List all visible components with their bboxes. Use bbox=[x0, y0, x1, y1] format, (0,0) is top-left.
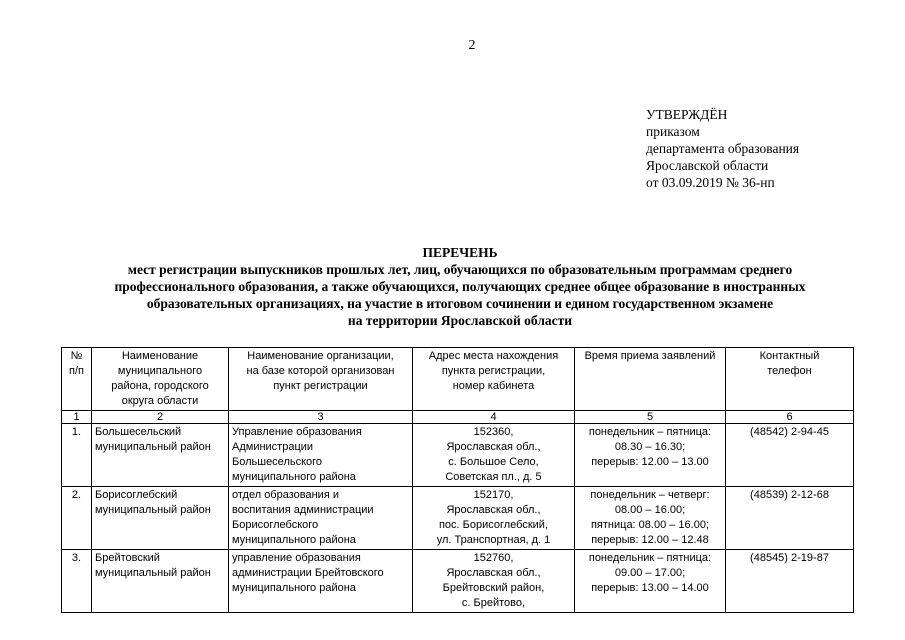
header-line: округа области bbox=[121, 395, 199, 407]
list-title: ПЕРЕЧЕНЬ bbox=[422, 245, 498, 260]
cell-line: Борисоглебский bbox=[95, 489, 178, 501]
cell-line: Борисоглебского bbox=[232, 519, 319, 531]
column-number: 1 bbox=[62, 411, 92, 424]
row-number: 3. bbox=[62, 550, 92, 613]
header-organization bbox=[229, 348, 413, 411]
cell-line: понедельник – пятница: bbox=[588, 426, 712, 438]
cell-line: Ярославская обл., bbox=[446, 567, 541, 579]
cell-line: с. Брейтово, bbox=[461, 597, 526, 609]
cell-line: муниципального района bbox=[232, 471, 356, 483]
cell-line: 08.30 – 16.30; bbox=[614, 441, 686, 453]
header-line: Наименование bbox=[121, 350, 199, 362]
header-line: телефон bbox=[767, 365, 812, 377]
header-num bbox=[62, 348, 92, 411]
table-row bbox=[62, 424, 854, 487]
list-subtitle-line: образовательных организациях, на участие в итоговом сочинении и едином государственном экзамене bbox=[146, 296, 774, 311]
cell-line: 152760, bbox=[473, 552, 514, 564]
row-number: 2. bbox=[62, 487, 92, 550]
cell-line: перерыв: 12.00 – 12.48 bbox=[591, 534, 709, 546]
approval-line: Ярославской области bbox=[646, 158, 769, 173]
column-number: 3 bbox=[229, 411, 413, 424]
cell-line: муниципальный район bbox=[95, 504, 211, 516]
cell-line: Управление образования bbox=[232, 426, 362, 438]
cell-line: Брейтовский район, bbox=[442, 582, 545, 594]
header-line: пункт регистрации bbox=[273, 380, 368, 392]
cell-line: Большесельского bbox=[232, 456, 323, 468]
cell-phone: (48545) 2-19-87 bbox=[726, 550, 854, 613]
header-line: на базе которой организован bbox=[246, 365, 395, 377]
header-line: пункта регистрации, bbox=[441, 365, 546, 377]
header-line: Время приема заявлений bbox=[584, 350, 716, 362]
column-number: 5 bbox=[575, 411, 726, 424]
cell-address bbox=[413, 424, 575, 487]
approval-line: УТВЕРЖДЁН bbox=[646, 107, 728, 122]
header-line: района, городского bbox=[111, 380, 209, 392]
cell-line: Администрации bbox=[232, 441, 314, 453]
cell-address bbox=[413, 550, 575, 613]
header-line: муниципального bbox=[117, 365, 203, 377]
table-row bbox=[62, 487, 854, 550]
header-address bbox=[413, 348, 575, 411]
cell-line: муниципальный район bbox=[95, 567, 211, 579]
header-line: Наименование организации, bbox=[247, 350, 394, 362]
cell-line: муниципальный район bbox=[95, 441, 211, 453]
cell-line: муниципального района bbox=[232, 582, 356, 594]
list-subtitle-line: мест регистрации выпускников прошлых лет, лиц, обучающихся по образовательным программам среднего bbox=[127, 262, 793, 277]
approval-line: департамента образования bbox=[646, 141, 800, 156]
approval-line: приказом bbox=[646, 124, 700, 139]
cell-organization bbox=[229, 550, 413, 613]
cell-district bbox=[92, 487, 229, 550]
cell-district bbox=[92, 550, 229, 613]
cell-line: 152170, bbox=[473, 489, 514, 501]
list-subtitle-line: на территории Ярославской области bbox=[347, 313, 573, 328]
cell-time bbox=[575, 424, 726, 487]
table-header-row bbox=[62, 348, 854, 411]
column-numbers-row bbox=[62, 411, 854, 424]
cell-line: Ярославская обл., bbox=[446, 504, 541, 516]
cell-line: администрации Брейтовского bbox=[232, 567, 384, 579]
cell-organization bbox=[229, 487, 413, 550]
cell-phone: (48542) 2-94-45 bbox=[726, 424, 854, 487]
cell-line: пятница: 08.00 – 16.00; bbox=[590, 519, 710, 531]
cell-line: Ярославская обл., bbox=[446, 441, 541, 453]
cell-address bbox=[413, 487, 575, 550]
approval-block bbox=[646, 106, 799, 191]
cell-line: пос. Борисоглебский, bbox=[438, 519, 549, 531]
cell-time bbox=[575, 550, 726, 613]
cell-line: перерыв: 13.00 – 14.00 bbox=[591, 582, 709, 594]
cell-line: понедельник – пятница: bbox=[588, 552, 712, 564]
column-number: 4 bbox=[413, 411, 575, 424]
cell-line: 152360, bbox=[473, 426, 514, 438]
cell-phone: (48539) 2-12-68 bbox=[726, 487, 854, 550]
approval-line: от 03.09.2019 № 36-нп bbox=[646, 175, 775, 190]
header-district bbox=[92, 348, 229, 411]
registration-points-table bbox=[61, 347, 854, 613]
cell-line: Советская пл., д. 5 bbox=[445, 471, 542, 483]
cell-line: ул. Транспортная, д. 1 bbox=[436, 534, 551, 546]
header-line: Контактный bbox=[759, 350, 820, 362]
cell-line: понедельник – четверг: bbox=[590, 489, 710, 501]
cell-line: с. Большое Село, bbox=[448, 456, 539, 468]
cell-line: управление образования bbox=[232, 552, 361, 564]
cell-line: перерыв: 12.00 – 13.00 bbox=[591, 456, 709, 468]
cell-line: муниципального района bbox=[232, 534, 356, 546]
list-subtitle-line: профессионального образования, а также обучающихся, получающих среднее общее образование в иностранных bbox=[114, 279, 806, 294]
header-line: № bbox=[70, 350, 83, 362]
cell-organization bbox=[229, 424, 413, 487]
column-number: 2 bbox=[92, 411, 229, 424]
header-line: номер кабинета bbox=[452, 380, 535, 392]
header-time bbox=[575, 348, 726, 411]
cell-line: Брейтовский bbox=[95, 552, 160, 564]
list-heading bbox=[60, 244, 860, 329]
header-line: п/п bbox=[69, 365, 84, 377]
table-row bbox=[62, 550, 854, 613]
cell-district bbox=[92, 424, 229, 487]
cell-line: Большесельский bbox=[95, 426, 182, 438]
page-number: 2 bbox=[468, 38, 476, 53]
header-phone bbox=[726, 348, 854, 411]
cell-line: 09.00 – 17.00; bbox=[614, 567, 686, 579]
cell-line: 08.00 – 16.00; bbox=[614, 504, 686, 516]
cell-line: отдел образования и bbox=[232, 489, 339, 501]
cell-line: воспитания администрации bbox=[232, 504, 374, 516]
row-number: 1. bbox=[62, 424, 92, 487]
cell-time bbox=[575, 487, 726, 550]
column-number: 6 bbox=[726, 411, 854, 424]
header-line: Адрес места нахождения bbox=[428, 350, 559, 362]
